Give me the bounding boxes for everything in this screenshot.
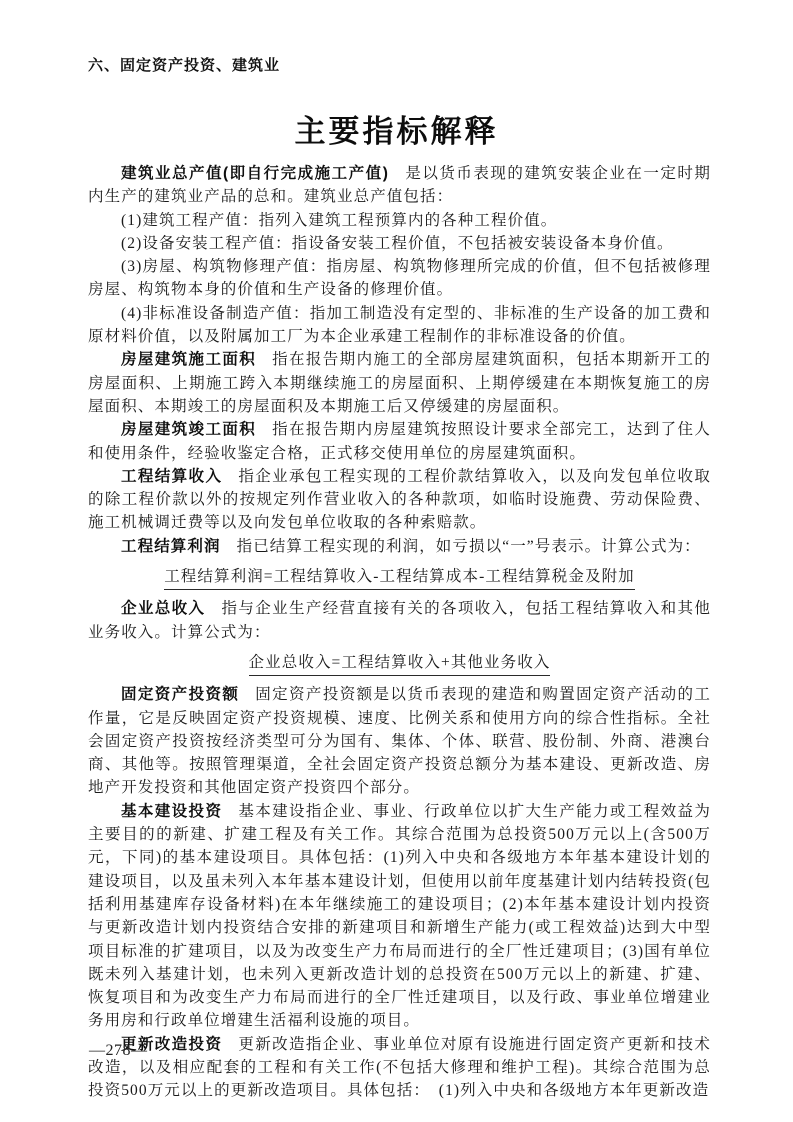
paragraph-definition bbox=[88, 1033, 711, 1103]
term-label: 更新改造投资 bbox=[121, 1035, 223, 1053]
term-label: 房屋建筑施工面积 bbox=[121, 351, 257, 369]
term-text: 基本建设指企业、事业、行政单位以扩大生产能力或工程效益为主要目的的新建、扩建工程及有关工作。其综合范围为总投资500万元以上(含500万元，下同)的基本建设项目。具体包括：(1)列入中央和各级地方本年基本建设计划的建设项目，以及虽未列入本年基本建设计划，但使用以前年度基建计划内结转投资(包括利用基建库存设备材料)在本年继续施工的建设项目；(2)本年基本建设计划内投资与更新改造计划内投资结合安排的新建项目和新增生产能力(或工程效益)达到大中型项目标准的扩建项目，以及为改变生产力布局而进行的全厂性迁建项目；(3)国有单位既未列入基建计划，也未列入更新改造计划的总投资在500万元以上的新建、扩建、恢复项目和为改变生产力布局而进行的全厂性迁建项目，以及行政、事业单位增建业务用房和行政单位增建生活福利设施的项目。 bbox=[88, 802, 711, 1030]
term-label: 房屋建筑竣工面积 bbox=[121, 421, 257, 439]
list-item: (3)房屋、构筑物修理产值：指房屋、构筑物修理所完成的价值，但不包括被修理房屋、构筑物本身的价值和生产设备的修理价值。 bbox=[88, 258, 711, 299]
term-text: 指与企业生产经营直接有关的各项收入，包括工程结算收入和其他业务收入。计算公式为： bbox=[88, 600, 711, 641]
term-text: 更新改造指企业、事业单位对原有设施进行固定资产更新和技术改造，以及相应配套的工程和有关工作(不包括大修理和维护工程)。其综合范围为总投资500万元以上的更新改造项目。具体包括： (1)列入中央和各级地方本年更新改造 bbox=[88, 1035, 711, 1100]
term-label: 工程结算收入 bbox=[121, 467, 223, 485]
paragraph-definition bbox=[88, 800, 711, 1033]
list-item: (4)非标准设备制造产值：指加工制造没有定型的、非标准的生产设备的加工费和原材料价值，以及附属加工厂为本企业承建工程制作的非标准设备的价值。 bbox=[88, 304, 711, 346]
term-text: 指企业承包工程实现的工程价款结算收入，以及向发包单位收取的除工程价款以外的按规定列作营业收入的各种款项，如临时设施费、劳动保险费、施工机械调迁费等以及向发包单位收取的各种索赔款。 bbox=[88, 467, 711, 532]
paragraph-definition bbox=[88, 683, 711, 799]
list-item: (1)建筑工程产值：指列入建筑工程预算内的各种工程价值。 bbox=[121, 211, 558, 229]
paragraph-definition bbox=[88, 597, 711, 644]
section-header: 六、固定资产投资、建筑业 bbox=[88, 57, 281, 74]
term-label: 工程结算利润 bbox=[121, 537, 221, 555]
paragraph-definition bbox=[88, 465, 711, 535]
term-label: 固定资产投资额 bbox=[121, 686, 240, 704]
paragraph-definition bbox=[88, 418, 711, 465]
formula-line bbox=[88, 565, 711, 590]
term-text: 固定资产投资额是以货币表现的建造和购置固定资产活动的工作量，它是反映固定资产投资规模、速度、比例关系和使用方向的综合性指标。全社会固定资产投资按经济类型可分为国有、集体、个体、联营、股份制、外商、港澳台商、其他等。按照管理渠道，全社会固定资产投资总额分为基本建设、更新改造、房地产开发投资和其他固定资产投资四个部分。 bbox=[88, 686, 712, 797]
paragraph-definition bbox=[88, 348, 711, 418]
page-title: 主要指标解释 bbox=[294, 114, 499, 149]
page-number: —278— bbox=[89, 1042, 148, 1059]
list-item: (2)设备安装工程产值：指设备安装工程价值，不包括被安装设备本身价值。 bbox=[121, 234, 674, 252]
paragraph-definition bbox=[88, 162, 711, 209]
paragraph-definition bbox=[88, 535, 711, 558]
formula-line bbox=[88, 651, 711, 676]
term-label: 基本建设投资 bbox=[121, 802, 223, 820]
term-text: 指在报告期内施工的全部房屋建筑面积，包括本期新开工的房屋面积、上期施工跨入本期继续施工的房屋面积、上期停缓建在本期恢复施工的房屋面积、本期竣工的房屋面积及本期施工后又停缓建的房屋面积。 bbox=[88, 351, 711, 415]
term-label: 企业总收入 bbox=[121, 600, 206, 618]
term-text: 指已结算工程实现的利润，如亏损以“一”号表示。计算公式为： bbox=[236, 537, 701, 555]
formula-text: 企业总收入=工程结算收入+其他业务收入 bbox=[249, 651, 551, 676]
term-label: 建筑业总产值(即自行完成施工产值) bbox=[121, 165, 389, 182]
document-body bbox=[88, 162, 711, 1103]
term-text: 是以货币表现的建筑安装企业在一定时期内生产的建筑业产品的总和。建筑业总产值包括： bbox=[88, 165, 711, 206]
term-text: 指在报告期内房屋建筑按照设计要求全部完工，达到了住人和使用条件，经验收鉴定合格，正式移交使用单位的房屋建筑面积。 bbox=[88, 421, 711, 462]
formula-text: 工程结算利润=工程结算收入-工程结算成本-工程结算税金及附加 bbox=[164, 565, 635, 590]
